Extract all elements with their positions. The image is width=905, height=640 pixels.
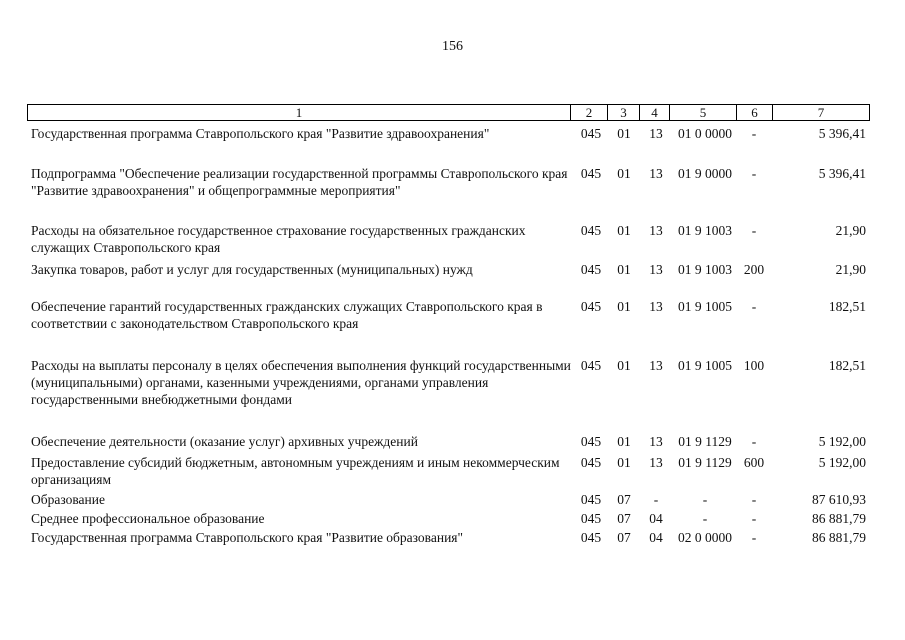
row-target-code: 01 9 1005 (678, 358, 732, 373)
row-expense-type: - (751, 530, 757, 545)
row-subsection: 13 (649, 223, 663, 238)
row-target-code: 01 9 1003 (678, 262, 732, 277)
row-subsection: 13 (649, 166, 663, 181)
row-amount: 182,51 (828, 299, 866, 314)
row-section: 01 (617, 262, 631, 277)
row-subsection: 04 (649, 511, 663, 526)
row-amount: 21,90 (835, 223, 866, 238)
row-admin-code: 045 (580, 262, 602, 277)
header-col-5: 5 (669, 104, 737, 121)
row-admin-code: 045 (580, 223, 602, 238)
row-amount: 5 192,00 (818, 434, 866, 449)
row-section: 01 (617, 166, 631, 181)
row-name: Расходы на обязательное государственное страхование государственных гражданских служащих Ставропольского края (31, 223, 526, 255)
row-expense-type: - (751, 299, 757, 314)
row-subsection: 13 (649, 262, 663, 277)
row-name: Подпрограмма "Обеспечение реализации государственной программы Ставропольского края "Развитие здравоохранения" и общепрограммные мероприятия" (31, 166, 568, 198)
row-target-code: 01 9 1003 (678, 223, 732, 238)
row-subsection: 04 (649, 530, 663, 545)
row-admin-code: 045 (580, 358, 602, 373)
row-admin-code: 045 (580, 455, 602, 470)
row-name: Закупка товаров, работ и услуг для государственных (муниципальных) нужд (31, 262, 473, 277)
row-subsection: 13 (649, 126, 663, 141)
row-target-code: 01 9 1129 (678, 434, 732, 449)
row-target-code: - (702, 511, 708, 526)
row-admin-code: 045 (580, 511, 602, 526)
row-section: 01 (617, 126, 631, 141)
header-col-1: 1 (27, 104, 571, 121)
row-section: 01 (617, 223, 631, 238)
row-target-code: 02 0 0000 (678, 530, 732, 545)
row-name: Среднее профессиональное образование (31, 511, 265, 526)
row-target-code: 01 9 1005 (678, 299, 732, 314)
row-amount: 5 396,41 (818, 126, 866, 141)
row-expense-type: - (751, 223, 757, 238)
header-col-3: 3 (607, 104, 640, 121)
row-amount: 86 881,79 (812, 530, 866, 545)
row-name: Образование (31, 492, 105, 507)
row-section: 01 (617, 358, 631, 373)
row-expense-type: - (751, 511, 757, 526)
row-expense-type: - (751, 166, 757, 181)
row-admin-code: 045 (580, 299, 602, 314)
row-amount: 5 396,41 (818, 166, 866, 181)
row-amount: 86 881,79 (812, 511, 866, 526)
row-admin-code: 045 (580, 166, 602, 181)
row-subsection: 13 (649, 455, 663, 470)
row-name: Обеспечение деятельности (оказание услуг) архивных учреждений (31, 434, 418, 449)
row-section: 07 (617, 530, 631, 545)
row-target-code: 01 0 0000 (678, 126, 732, 141)
row-admin-code: 045 (580, 530, 602, 545)
row-admin-code: 045 (580, 434, 602, 449)
row-name: Государственная программа Ставропольского края "Развитие образования" (31, 530, 464, 545)
row-expense-type: 200 (743, 262, 765, 277)
row-name: Расходы на выплаты персоналу в целях обеспечения выполнения функций государственными (муниципальными) органами, казенными учреждениями, органами управления государственными внебюджетными фондами (31, 358, 571, 407)
row-section: 07 (617, 511, 631, 526)
row-amount: 21,90 (835, 262, 866, 277)
row-section: 01 (617, 455, 631, 470)
row-target-code: - (702, 492, 708, 507)
row-subsection: - (653, 492, 659, 507)
row-section: 01 (617, 299, 631, 314)
row-expense-type: 600 (743, 455, 765, 470)
header-col-7: 7 (772, 104, 870, 121)
row-name: Обеспечение гарантий государственных гражданских служащих Ставропольского края в соответствии с законодательством Ставропольского края (31, 299, 543, 331)
page-number: 156 (442, 39, 463, 54)
row-target-code: 01 9 0000 (678, 166, 732, 181)
row-amount: 182,51 (828, 358, 866, 373)
header-col-6: 6 (736, 104, 773, 121)
header-col-4: 4 (639, 104, 670, 121)
row-name: Предоставление субсидий бюджетным, автономным учреждениям и иным некоммерческим организациям (31, 455, 560, 487)
row-amount: 87 610,93 (812, 492, 866, 507)
row-expense-type: - (751, 434, 757, 449)
row-expense-type: - (751, 126, 757, 141)
row-admin-code: 045 (580, 126, 602, 141)
row-admin-code: 045 (580, 492, 602, 507)
row-section: 07 (617, 492, 631, 507)
row-name: Государственная программа Ставропольского края "Развитие здравоохранения" (31, 126, 490, 141)
row-subsection: 13 (649, 299, 663, 314)
row-section: 01 (617, 434, 631, 449)
row-subsection: 13 (649, 358, 663, 373)
row-expense-type: 100 (743, 358, 765, 373)
row-subsection: 13 (649, 434, 663, 449)
header-col-2: 2 (570, 104, 608, 121)
row-expense-type: - (751, 492, 757, 507)
row-amount: 5 192,00 (818, 455, 866, 470)
row-target-code: 01 9 1129 (678, 455, 732, 470)
